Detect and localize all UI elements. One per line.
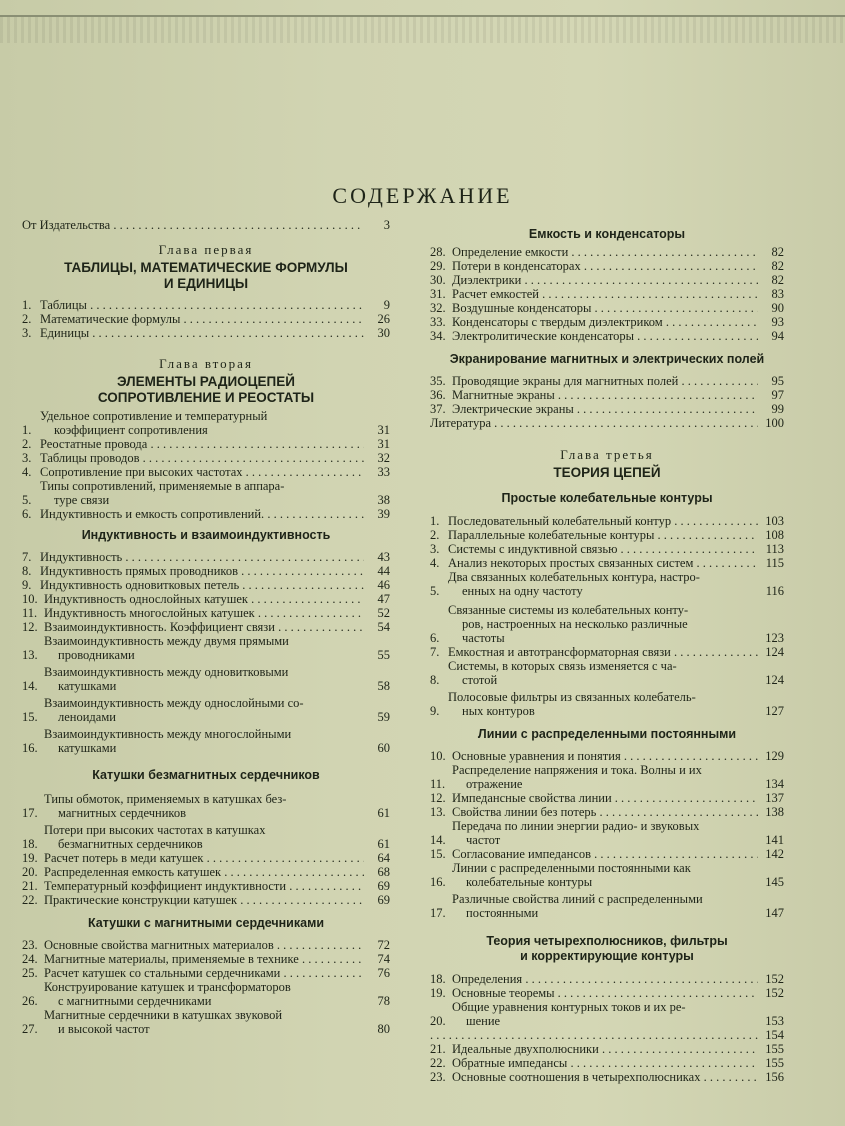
- left-column: [22, 214, 390, 1036]
- entry-number: 22.: [430, 1056, 446, 1070]
- toc-entry: [430, 388, 784, 402]
- chapter-title: ЭЛЕМЕНТЫ РАДИОЦЕПЕЙ СОПРОТИВЛЕНИЕ И РЕОСТАТЫ: [97, 374, 315, 405]
- page-number: 100: [765, 416, 784, 430]
- page-number: 47: [377, 592, 390, 606]
- page-number: 3: [383, 218, 390, 232]
- entry-number: 18.: [22, 837, 38, 851]
- page-number: 54: [377, 620, 390, 634]
- toc-entry: [22, 592, 390, 606]
- chapter-heading: Глава первая: [158, 242, 254, 257]
- entry-title-continuation: и высокой частот: [58, 1022, 150, 1036]
- entry-title: Взаимоиндуктивность между одновитковыми катушками: [44, 665, 364, 693]
- toc-entry: [430, 514, 784, 528]
- entry-title: Взаимоиндуктивность между многослойными катушками: [44, 727, 364, 755]
- toc-entry: [430, 570, 784, 598]
- entry-number: 5.: [430, 584, 440, 598]
- entry-title: Системы, в которых связь изменяется с ча- стотой: [448, 659, 758, 687]
- entry-number: 26.: [22, 994, 38, 1008]
- page-number: 116: [765, 584, 784, 598]
- page-number: 39: [377, 507, 390, 521]
- entry-title: Таблицы проводов . . .: [40, 451, 364, 465]
- toc-entry: [430, 861, 784, 889]
- entry-title: Индуктивность однослойных катушек . . .: [44, 592, 364, 606]
- page-number: 155: [765, 1042, 784, 1056]
- entry-title-continuation: шение: [466, 1014, 501, 1028]
- page-number: 134: [765, 777, 784, 791]
- chapter-title: ТАБЛИЦЫ, МАТЕМАТИЧЕСКИЕ ФОРМУЛЫ И ЕДИНИЦЫ: [64, 260, 348, 291]
- entry-title-continuation: колебательные контуры: [466, 875, 593, 889]
- entry-number: 21.: [430, 1042, 446, 1056]
- page-number: 156: [765, 1070, 784, 1084]
- page-number: 58: [377, 679, 390, 693]
- entry-title: Потери в конденсаторах . . .: [452, 259, 758, 273]
- toc-entry: [22, 879, 390, 893]
- toc-entry: [22, 696, 390, 724]
- page-number: 154: [765, 1028, 784, 1042]
- entry-title: Импедансные свойства линии . . .: [452, 791, 758, 805]
- entry-title: Потери при высоких частотах в катушках безмагнитных сердечников: [44, 823, 364, 851]
- entry-number: 11.: [22, 606, 38, 620]
- entry-title: Согласование импедансов . . .: [452, 847, 758, 861]
- toc-entry: [22, 465, 390, 479]
- chapter-heading: Глава третья: [560, 447, 654, 462]
- entry-number: 7.: [430, 645, 440, 659]
- entry-number: 29.: [430, 259, 446, 273]
- toc-entry: [430, 287, 784, 301]
- entry-title: Взаимоиндуктивность между однослойными со- леноидами: [44, 696, 364, 724]
- page-number: 113: [765, 542, 784, 556]
- toc-entry: [430, 763, 784, 791]
- page-number: 97: [771, 388, 784, 402]
- entry-title-continuation: енных на одну частоту: [462, 584, 583, 598]
- page-number: 55: [377, 648, 390, 662]
- entry-number: 2.: [22, 312, 32, 326]
- entry-title: Расчет емкостей . . .: [452, 287, 758, 301]
- toc-entry: [430, 542, 784, 556]
- entry-title: Типы сопротивлений, применяемые в аппара- туре связи: [40, 479, 364, 507]
- entry-number: 4.: [22, 465, 32, 479]
- toc-entry: [22, 298, 390, 312]
- entry-title-continuation: катушками: [58, 741, 117, 755]
- page-number: 127: [765, 704, 784, 718]
- toc-entry: [430, 1042, 784, 1056]
- page-number: 69: [377, 879, 390, 893]
- entry-title: Расчет катушек со стальными сердечниками . . .: [44, 966, 364, 980]
- toc-entry: [430, 556, 784, 570]
- entry-title: Типы обмоток, применяемых в катушках без- магнитных сердечников: [44, 792, 364, 820]
- entry-title: Свойства линии без потерь . . .: [452, 805, 758, 819]
- page-number: 64: [377, 851, 390, 865]
- entry-title: От Издательства . . .: [22, 218, 364, 232]
- toc-entry: [22, 665, 390, 693]
- entry-title-continuation: туре связи: [54, 493, 110, 507]
- page-number: 115: [765, 556, 784, 570]
- entry-number: 13.: [22, 648, 38, 662]
- entry-number: 9.: [430, 704, 440, 718]
- page-number: 124: [765, 645, 784, 659]
- page-number: 38: [377, 493, 390, 507]
- toc-entry: [22, 451, 390, 465]
- entry-number: 19.: [22, 851, 38, 865]
- page-number: 31: [377, 437, 390, 451]
- entry-title-continuation: частоты: [462, 631, 505, 645]
- entry-title-continuation: катушками: [58, 679, 117, 693]
- toc-entry: [430, 1028, 784, 1042]
- toc-entry: [430, 1056, 784, 1070]
- entry-number: 28.: [430, 245, 446, 259]
- entry-title: Магнитные материалы, применяемые в технике . . .: [44, 952, 364, 966]
- entry-number: 33.: [430, 315, 446, 329]
- entry-title: Емкостная и автотрансформаторная связи . . .: [448, 645, 758, 659]
- section-heading: Катушки с магнитными сердечниками: [87, 916, 325, 930]
- page-number: 80: [377, 1022, 390, 1036]
- entry-title-continuation: стотой: [462, 673, 498, 687]
- page-number: 108: [765, 528, 784, 542]
- entry-title-continuation: магнитных сердечников: [58, 806, 186, 820]
- page-number: 123: [765, 631, 784, 645]
- entry-title: Идеальные двухполюсники . . .: [452, 1042, 758, 1056]
- toc-entry: [22, 550, 390, 564]
- toc-entry: [22, 479, 390, 507]
- page-number: 153: [765, 1014, 784, 1028]
- entry-number: 27.: [22, 1022, 38, 1036]
- toc-entry: [22, 578, 390, 592]
- entry-title: Два связанных колебательных контура, настро- енных на одну частоту: [448, 570, 758, 598]
- page-number: 95: [771, 374, 784, 388]
- toc-entry: [430, 819, 784, 847]
- section-heading: Простые колебательные контуры: [501, 491, 713, 505]
- page-number: 137: [765, 791, 784, 805]
- toc-entry: [430, 847, 784, 861]
- entry-title: Единицы . . .: [40, 326, 364, 340]
- entry-number: 7.: [22, 550, 32, 564]
- entry-number: 32.: [430, 301, 446, 315]
- section-heading: Емкость и конденсаторы: [528, 227, 686, 241]
- entry-number: 2.: [22, 437, 32, 451]
- entry-title: Общие уравнения контурных токов и их ре- шение: [452, 1000, 758, 1028]
- page-number: 74: [377, 952, 390, 966]
- page-number: 124: [765, 673, 784, 687]
- entry-number: 3.: [22, 451, 32, 465]
- page-number: 69: [377, 893, 390, 907]
- toc-entry: [430, 659, 784, 687]
- entry-title-continuation: постоянными: [466, 906, 539, 920]
- entry-title: Распределенная емкость катушек . . .: [44, 865, 364, 879]
- entry-title: Индуктивность одновитковых петель . . .: [40, 578, 364, 592]
- entry-number: 6.: [22, 507, 32, 521]
- page-number: 152: [765, 986, 784, 1000]
- entry-title: Основные теоремы . . .: [452, 986, 758, 1000]
- page-number: 99: [771, 402, 784, 416]
- toc-entry: [430, 749, 784, 763]
- entry-number: 20.: [430, 1014, 446, 1028]
- entry-title: Конструирование катушек и трансформаторов с магнитными сердечниками: [44, 980, 364, 1008]
- toc-entry: [22, 409, 390, 437]
- entry-title: Расчет потерь в меди катушек . . .: [44, 851, 364, 865]
- page-number: 61: [377, 806, 390, 820]
- page-number: 142: [765, 847, 784, 861]
- page-number: 26: [377, 312, 390, 326]
- entry-number: 31.: [430, 287, 446, 301]
- toc-entry: [22, 326, 390, 340]
- entry-title: Индуктивность и емкость сопротивлений. . . .: [40, 507, 364, 521]
- entry-number: 14.: [430, 833, 446, 847]
- entry-title: Основные уравнения и понятия . . .: [452, 749, 758, 763]
- toc-entry: [22, 606, 390, 620]
- entry-title-continuation: ных контуров: [462, 704, 535, 718]
- entry-number: 8.: [22, 564, 32, 578]
- top-rule: [0, 15, 845, 43]
- entry-number: 19.: [430, 986, 446, 1000]
- chapter-title: ТЕОРИЯ ЦЕПЕЙ: [553, 465, 661, 480]
- page-number: 33: [377, 465, 390, 479]
- entry-title-continuation: леноидами: [58, 710, 116, 724]
- entry-number: 6.: [430, 631, 440, 645]
- entry-number: 36.: [430, 388, 446, 402]
- entry-title: Электролитические конденсаторы . . .: [452, 329, 758, 343]
- entry-number: 13.: [430, 805, 446, 819]
- entry-number: 3.: [430, 542, 440, 556]
- page-number: 32: [377, 451, 390, 465]
- toc-entry: [22, 564, 390, 578]
- entry-title-continuation: с магнитными сердечниками: [58, 994, 212, 1008]
- toc-entry: [430, 259, 784, 273]
- section-heading: Индуктивность и взаимоиндуктивность: [81, 528, 331, 542]
- page-number: 9: [383, 298, 390, 312]
- entry-title: Удельное сопротивление и температурный коэффициент сопротивления: [40, 409, 364, 437]
- entry-number: 1.: [430, 514, 440, 528]
- chapter-heading: Глава вторая: [159, 356, 253, 371]
- page-number: 30: [377, 326, 390, 340]
- toc-entry: [430, 986, 784, 1000]
- page-number: 76: [377, 966, 390, 980]
- toc-entry: [430, 645, 784, 659]
- toc-entry: [430, 374, 784, 388]
- toc-entry: [22, 507, 390, 521]
- page-number: 60: [377, 741, 390, 755]
- toc-entry: [430, 273, 784, 287]
- entry-number: 1.: [22, 298, 32, 312]
- entry-number: 23.: [22, 938, 38, 952]
- entry-number: 3.: [22, 326, 32, 340]
- toc-entry: [22, 437, 390, 451]
- entry-title: Температурный коэффициент индуктивности . . .: [44, 879, 364, 893]
- entry-number: 1.: [22, 423, 32, 437]
- entry-title: Определения . . .: [452, 972, 758, 986]
- toc-entry: [22, 865, 390, 879]
- entry-title: Воздушные конденсаторы . . .: [452, 301, 758, 315]
- entry-number: 9.: [22, 578, 32, 592]
- entry-title: Литература . . .: [430, 416, 758, 430]
- page-number: 103: [765, 514, 784, 528]
- entry-number: 22.: [22, 893, 38, 907]
- entry-number: 23.: [430, 1070, 446, 1084]
- page-number: 147: [765, 906, 784, 920]
- page-number: 141: [765, 833, 784, 847]
- toc-entry: [430, 329, 784, 343]
- entry-number: 8.: [430, 673, 440, 687]
- toc-entry: [22, 823, 390, 851]
- entry-title: Конденсаторы с твердым диэлектриком . . .: [452, 315, 758, 329]
- entry-number: 34.: [430, 329, 446, 343]
- toc-entry: [430, 690, 784, 718]
- page-number: 94: [771, 329, 784, 343]
- entry-number: 20.: [22, 865, 38, 879]
- page-number: 138: [765, 805, 784, 819]
- entry-title: Системы с индуктивной связью . . .: [448, 542, 758, 556]
- entry-number: 10.: [22, 592, 38, 606]
- toc-entry: [430, 416, 784, 430]
- toc-entry: [22, 620, 390, 634]
- toc-entry: [22, 727, 390, 755]
- entry-number: 18.: [430, 972, 446, 986]
- entry-title: Индуктивность многослойных катушек . . .: [44, 606, 364, 620]
- toc-entry: [22, 218, 390, 232]
- entry-number: 14.: [22, 679, 38, 693]
- toc-entry: [22, 952, 390, 966]
- page-number: 43: [377, 550, 390, 564]
- page-number: 129: [765, 749, 784, 763]
- page-number: 152: [765, 972, 784, 986]
- toc-entry: [430, 972, 784, 986]
- entry-title: Электрические экраны . . .: [452, 402, 758, 416]
- entry-title: Диэлектрики . . .: [452, 273, 758, 287]
- page-number: 78: [377, 994, 390, 1008]
- toc-entry: [430, 245, 784, 259]
- entry-title: Линии с распределенными постоянными как колебательные контуры: [452, 861, 758, 889]
- entry-number: 35.: [430, 374, 446, 388]
- page-number: 145: [765, 875, 784, 889]
- entry-number: 25.: [22, 966, 38, 980]
- entry-number: 16.: [22, 741, 38, 755]
- page-number: 61: [377, 837, 390, 851]
- page-number: 82: [771, 273, 784, 287]
- entry-title: Основные соотношения в четырехполюсниках . . .: [452, 1070, 758, 1084]
- entry-title: Индуктивность . . .: [40, 550, 364, 564]
- entry-title: Проводящие экраны для магнитных полей . . .: [452, 374, 758, 388]
- page-number: 46: [377, 578, 390, 592]
- toc-entry: [430, 1000, 784, 1028]
- toc-entry: [22, 792, 390, 820]
- toc-entry: [22, 938, 390, 952]
- toc-entry: [430, 805, 784, 819]
- section-heading: Экранирование магнитных и электрических полей: [449, 352, 765, 366]
- entry-number: 11.: [430, 777, 446, 791]
- entry-number: 5.: [22, 493, 32, 507]
- entry-title: Параллельные колебательные контуры . . .: [448, 528, 758, 542]
- entry-title-continuation: частот: [466, 833, 501, 847]
- page-number: 52: [377, 606, 390, 620]
- entry-title: Индуктивность прямых проводников . . .: [40, 564, 364, 578]
- entry-title: Основные свойства магнитных материалов . . .: [44, 938, 364, 952]
- entry-number: 37.: [430, 402, 446, 416]
- section-heading: Линии с распределенными постоянными: [477, 727, 737, 741]
- entry-title: Магнитные сердечники в катушках звуковой и высокой частот: [44, 1008, 364, 1036]
- page-number: 90: [771, 301, 784, 315]
- entry-number: 30.: [430, 273, 446, 287]
- toc-entry: [430, 791, 784, 805]
- entry-title: Реостатные провода . . .: [40, 437, 364, 451]
- toc-entry: [22, 980, 390, 1008]
- toc-entry: [430, 528, 784, 542]
- entry-number: 15.: [430, 847, 446, 861]
- entry-title-continuation: проводниками: [58, 648, 135, 662]
- entry-title: Магнитные экраны . . .: [452, 388, 758, 402]
- entry-number: 24.: [22, 952, 38, 966]
- entry-title: Связанные системы из колебательных конту- ров, настроенных на несколько различные частоты: [448, 603, 758, 645]
- entry-title: Математические формулы . . .: [40, 312, 364, 326]
- toc-entry: [22, 851, 390, 865]
- entry-title: Таблицы . . .: [40, 298, 364, 312]
- page-number: 82: [771, 245, 784, 259]
- page-number: 72: [377, 938, 390, 952]
- toc-entry: [430, 603, 784, 645]
- entry-title: Распределение напряжения и тока. Волны и их отражение: [452, 763, 758, 791]
- entry-title-continuation: безмагнитных сердечников: [58, 837, 203, 851]
- entry-title-continuation: ров, настроенных на несколько различные: [462, 617, 688, 631]
- entry-number: 12.: [22, 620, 38, 634]
- entry-title: Различные свойства линий с распределенными постоянными: [452, 892, 758, 920]
- toc-entry: [430, 315, 784, 329]
- entry-number: 12.: [430, 791, 446, 805]
- entry-title: Сопротивление при высоких частотах . . .: [40, 465, 364, 479]
- section-heading: Теория четырехполюсников, фильтры и корректирующие контуры: [486, 934, 728, 963]
- entry-title: Обратные импедансы . . .: [452, 1056, 758, 1070]
- entry-title: Анализ некоторых простых связанных систем . . .: [448, 556, 758, 570]
- entry-number: 16.: [430, 875, 446, 889]
- section-heading: Катушки безмагнитных сердечников: [92, 768, 320, 782]
- entry-title: Полосовые фильтры из связанных колебатель- ных контуров: [448, 690, 758, 718]
- page-number: 68: [377, 865, 390, 879]
- page-number: 59: [377, 710, 390, 724]
- page-title: СОДЕРЖАНИЕ: [332, 183, 513, 208]
- toc-entry: [430, 892, 784, 920]
- toc-entry: [430, 1070, 784, 1084]
- entry-number: 2.: [430, 528, 440, 542]
- page-number: 83: [771, 287, 784, 301]
- toc-entry: [22, 893, 390, 907]
- entry-number: 21.: [22, 879, 38, 893]
- entry-title: [430, 1028, 758, 1042]
- entry-title: Передача по линии энергии радио- и звуковых частот: [452, 819, 758, 847]
- toc-entry: [22, 634, 390, 662]
- entry-title: Взаимоиндуктивность. Коэффициент связи . . .: [44, 620, 364, 634]
- entry-number: 17.: [430, 906, 446, 920]
- entry-number: 4.: [430, 556, 440, 570]
- toc-entry: [430, 402, 784, 416]
- right-column: [430, 214, 784, 1084]
- page-number: 44: [377, 564, 390, 578]
- toc-entry: [22, 966, 390, 980]
- entry-number: 10.: [430, 749, 446, 763]
- entry-number: 15.: [22, 710, 38, 724]
- page-number: 155: [765, 1056, 784, 1070]
- entry-title: Определение емкости . . .: [452, 245, 758, 259]
- entry-title: Практические конструкции катушек . . .: [44, 893, 364, 907]
- entry-title: Последовательный колебательный контур . . .: [448, 514, 758, 528]
- toc-entry: [22, 312, 390, 326]
- page-number: 93: [771, 315, 784, 329]
- entry-title: Взаимоиндуктивность между двумя прямыми проводниками: [44, 634, 364, 662]
- entry-title-continuation: отражение: [466, 777, 523, 791]
- entry-title-continuation: коэффициент сопротивления: [54, 423, 208, 437]
- toc-entry: [22, 1008, 390, 1036]
- page-number: 82: [771, 259, 784, 273]
- entry-number: 17.: [22, 806, 38, 820]
- page-number: 31: [377, 423, 390, 437]
- toc-entry: [430, 301, 784, 315]
